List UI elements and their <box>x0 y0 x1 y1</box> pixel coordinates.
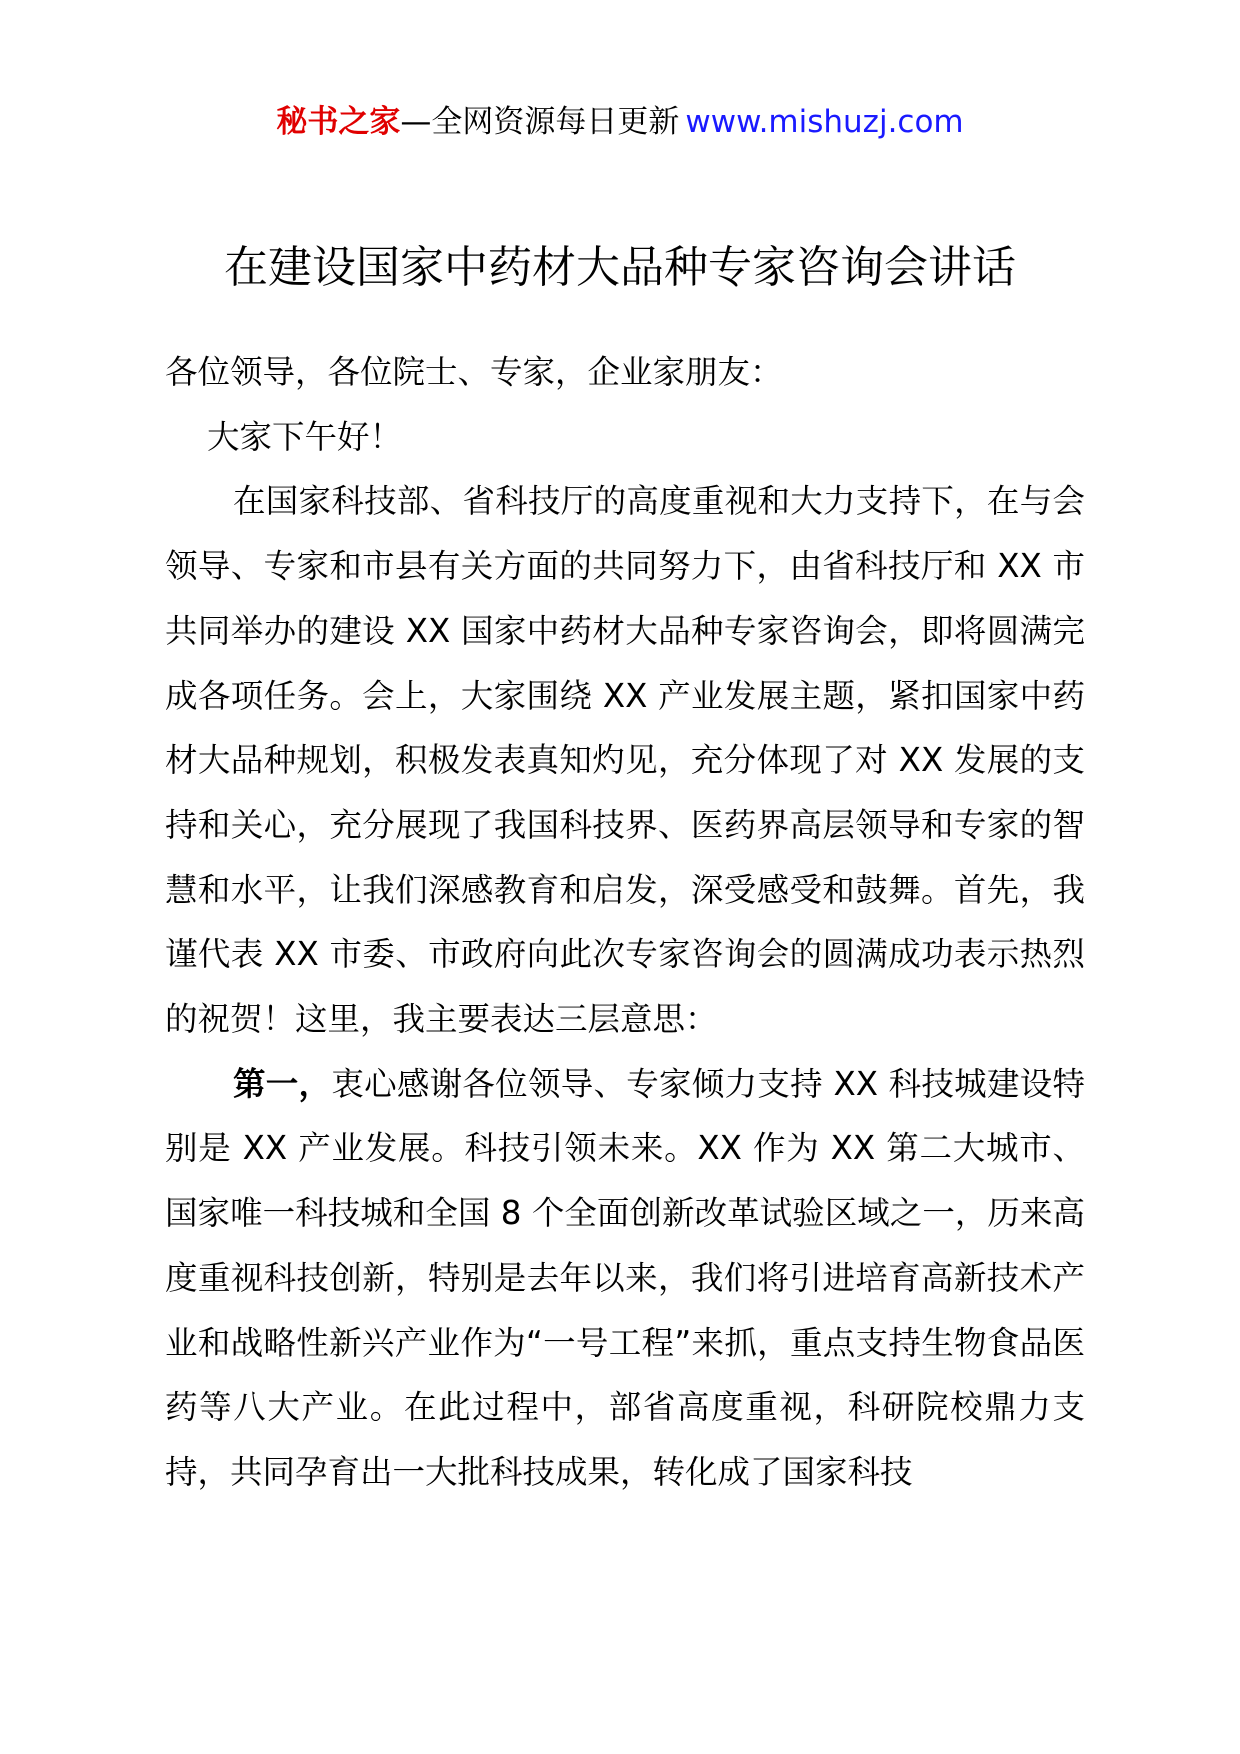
paragraph-2-body: 衷心感谢各位领导、专家倾力支持 XX 科技城建设特别是 XX 产业发展。科技引领未来。XX 作为 XX 第二大城市、国家唯一科技城和全国 8 个全面创新改革试验区域之一，历来高度重视科技创新，特别是去年以来，我们将引进培育高新技术产业和战略性新兴产业作为“一号工程”来抓，重点支持生物食品医药等八大产业。在此过程中，部省高度重视，科研院校鼎力支持，共同孕育出一大批科技成果，转化成了国家科技 <box>165 1064 1085 1491</box>
site-brand: 秘书之家 <box>276 104 401 140</box>
document-body <box>165 340 1085 1505</box>
document-title: 在建设国家中药材大品种专家咨询会讲话 <box>224 242 1016 293</box>
site-header <box>0 100 1240 144</box>
paragraph-1: 在国家科技部、省科技厅的高度重视和大力支持下，在与会领导、专家和市县有关方面的共同努力下，由省科技厅和 XX 市共同举办的建设 XX 国家中药材大品种专家咨询会，即将圆满完成各项任务。会上，大家围绕 XX 产业发展主题，紧扣国家中药材大品种规划，积极发表真知灼见，充分体现了对 XX 发展的支持和关心，充分展现了我国科技界、医药界高层领导和专家的智慧和水平，让我们深感教育和启发，深受感受和鼓舞。首先，我谨代表 XX 市委、市政府向此次专家咨询会的圆满成功表示热烈的祝贺！这里，我主要表达三层意思： <box>165 482 1085 1039</box>
greeting: 大家下午好！ <box>207 417 403 456</box>
site-url-link[interactable]: www.mishuzj.com <box>685 104 964 140</box>
paragraph-2-lead: 第一， <box>233 1064 332 1103</box>
site-tagline: —全网资源每日更新 <box>400 104 680 140</box>
salutation: 各位领导，各位院士、专家，企业家朋友： <box>165 353 783 391</box>
paragraph-2 <box>165 1052 1085 1505</box>
